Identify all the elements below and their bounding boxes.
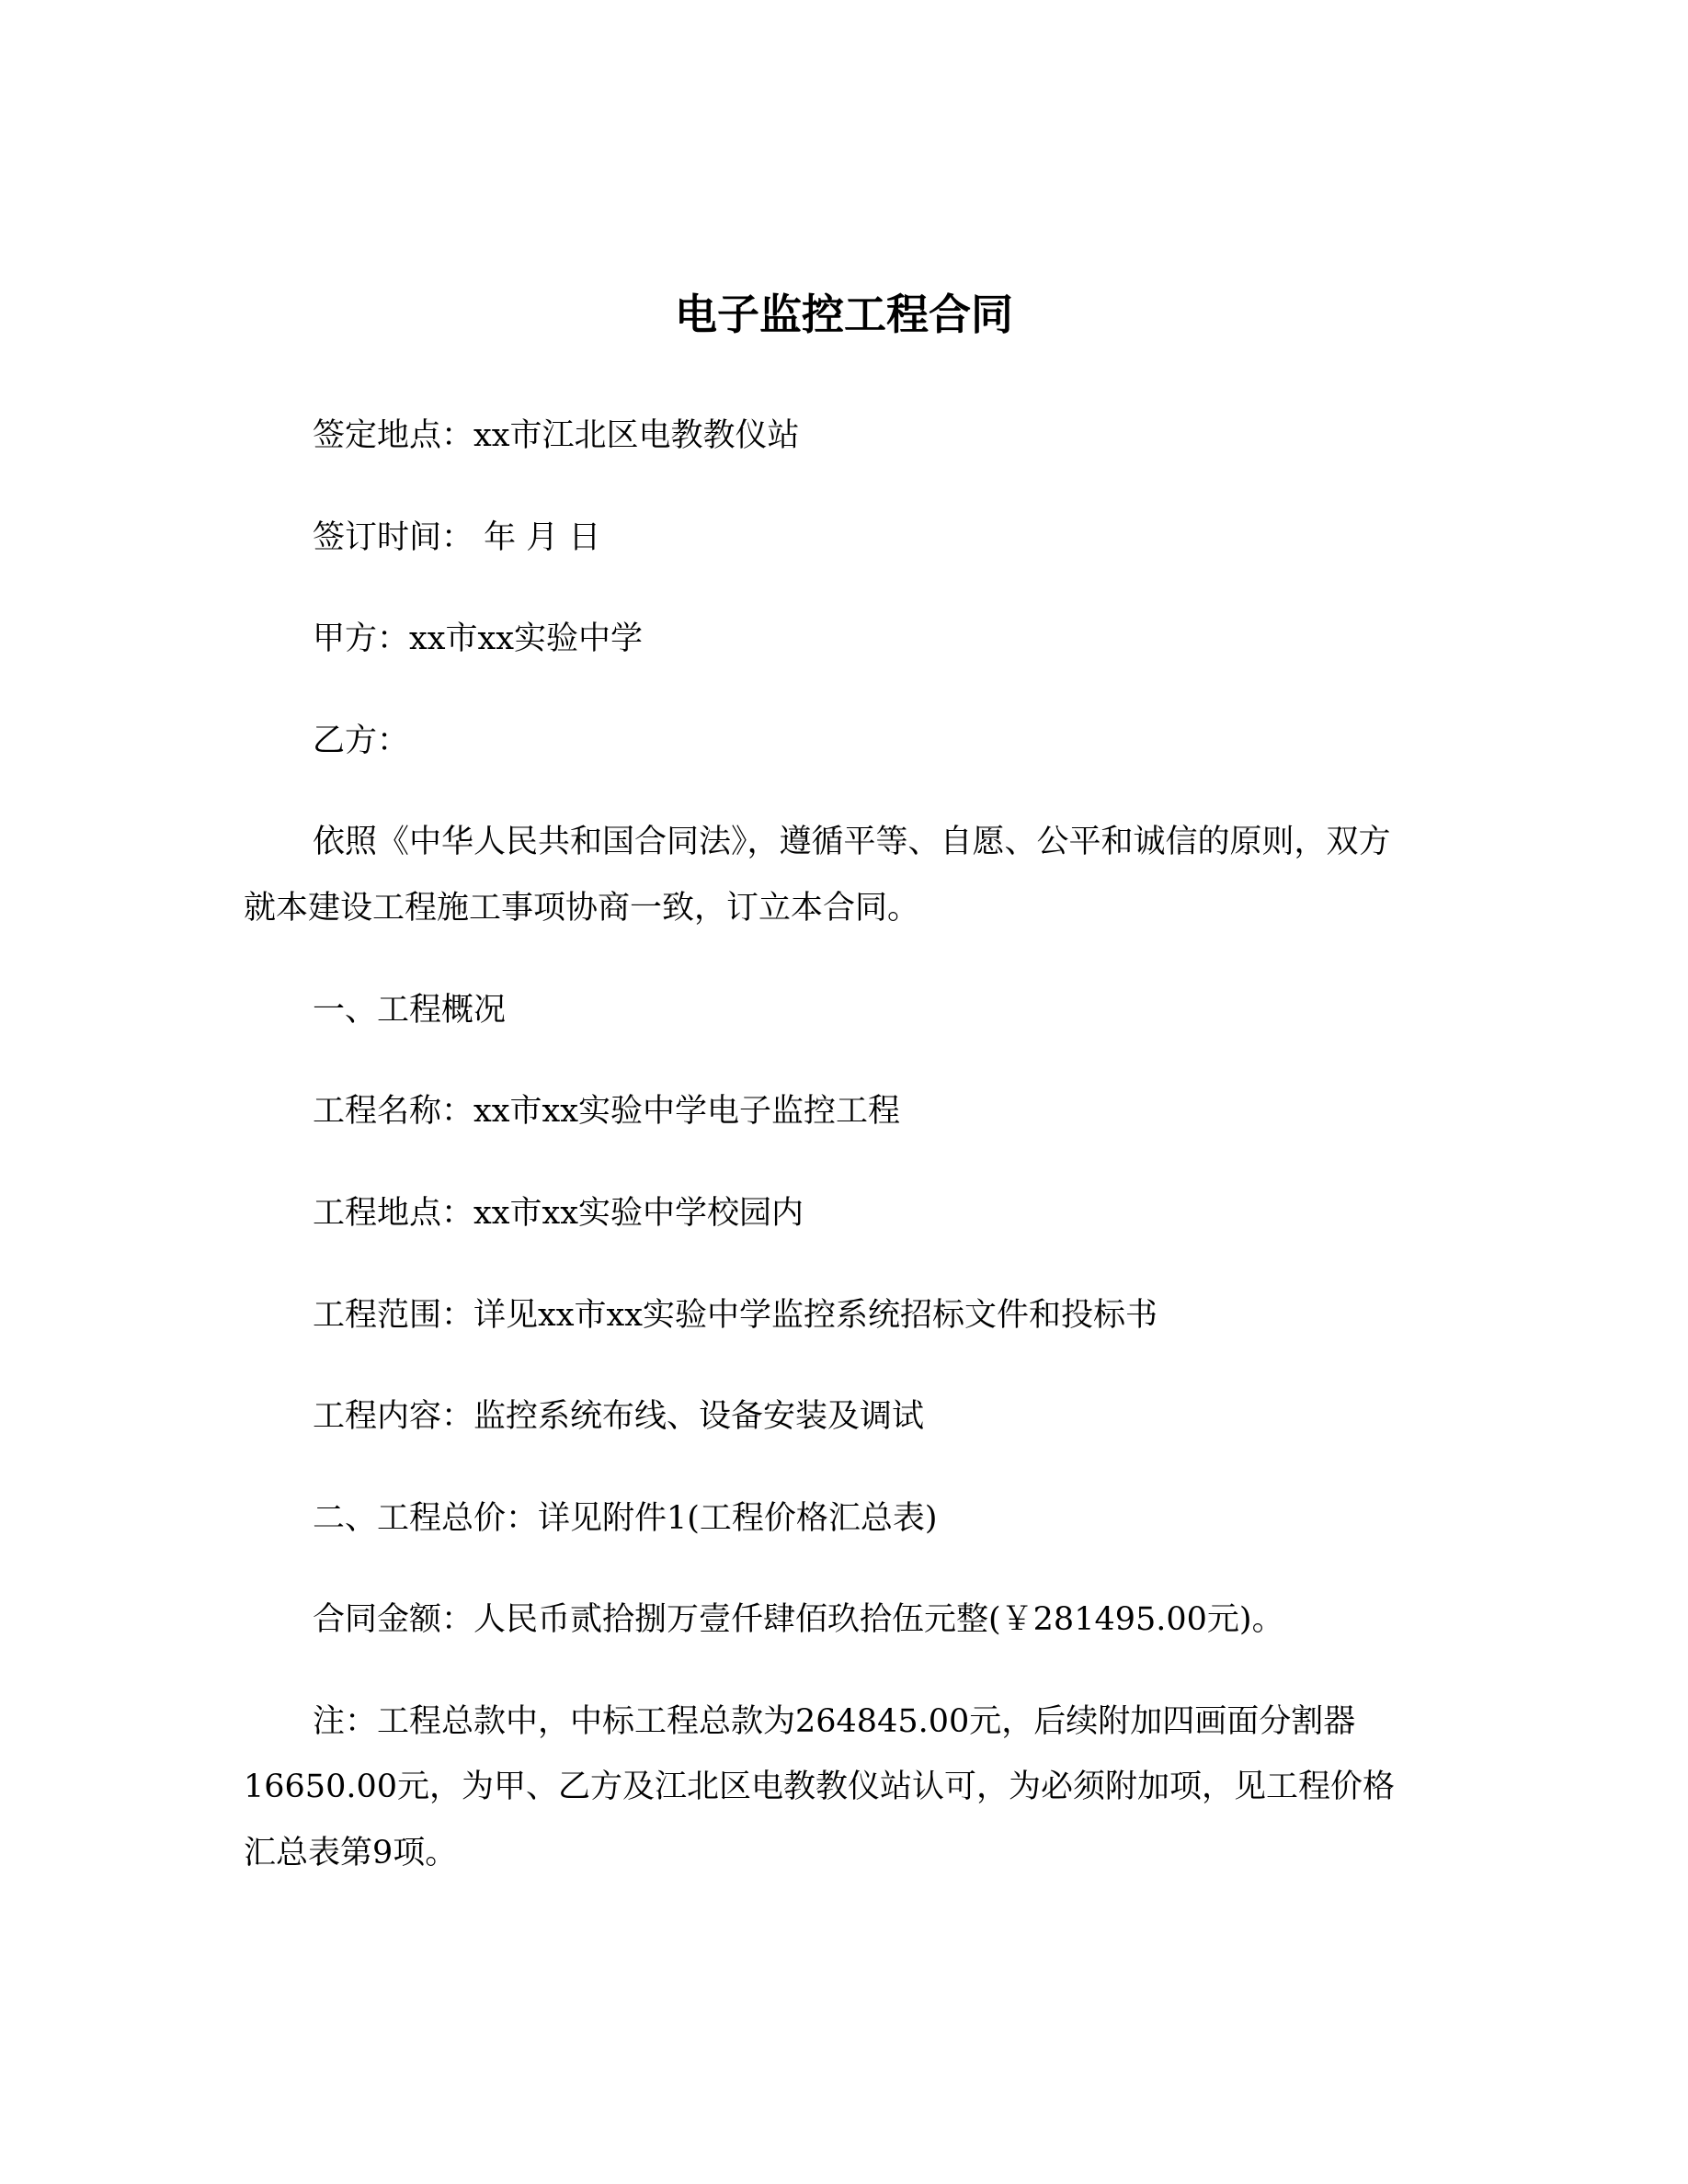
project-content: 工程内容：监控系统布线、设备安装及调试 [313,1398,925,1435]
section-1-heading: 一、工程概况 [313,992,507,1029]
party-a: 甲方：xx市xx实验中学 [313,620,643,657]
party-b: 乙方： [313,722,410,759]
project-scope: 工程范围：详见xx市xx实验中学监控系统招标文件和投标书 [313,1297,1158,1334]
signing-time: 签订时间： 年 月 日 [313,519,601,556]
project-location: 工程地点：xx市xx实验中学校园内 [313,1195,804,1232]
note-line-2: 16650.00元，为甲、乙方及江北区电教教仪站认可，为必须附加项，见工程价格 [244,1769,1396,1805]
note-line-3: 汇总表第9项。 [244,1835,458,1871]
project-name: 工程名称：xx市xx实验中学电子监控工程 [313,1093,900,1130]
signing-place: 签定地点：xx市江北区电教教仪站 [313,417,800,454]
preamble-line-1: 依照《中华人民共和国合同法》，遵循平等、自愿、公平和诚信的原则，双方 [313,824,1391,860]
contract-amount: 合同金额：人民币贰拾捌万壹仟肆佰玖拾伍元整(￥281495.00元)。 [313,1601,1284,1638]
preamble-line-2: 就本建设工程施工事项协商一致，订立本合同。 [244,890,920,927]
document-title: 电子监控工程合同 [675,290,1013,339]
section-2-heading: 二、工程总价：详见附件1(工程价格汇总表) [313,1500,938,1537]
note-line-1: 注：工程总款中，中标工程总款为264845.00元，后续附加四画面分割器 [313,1703,1356,1740]
